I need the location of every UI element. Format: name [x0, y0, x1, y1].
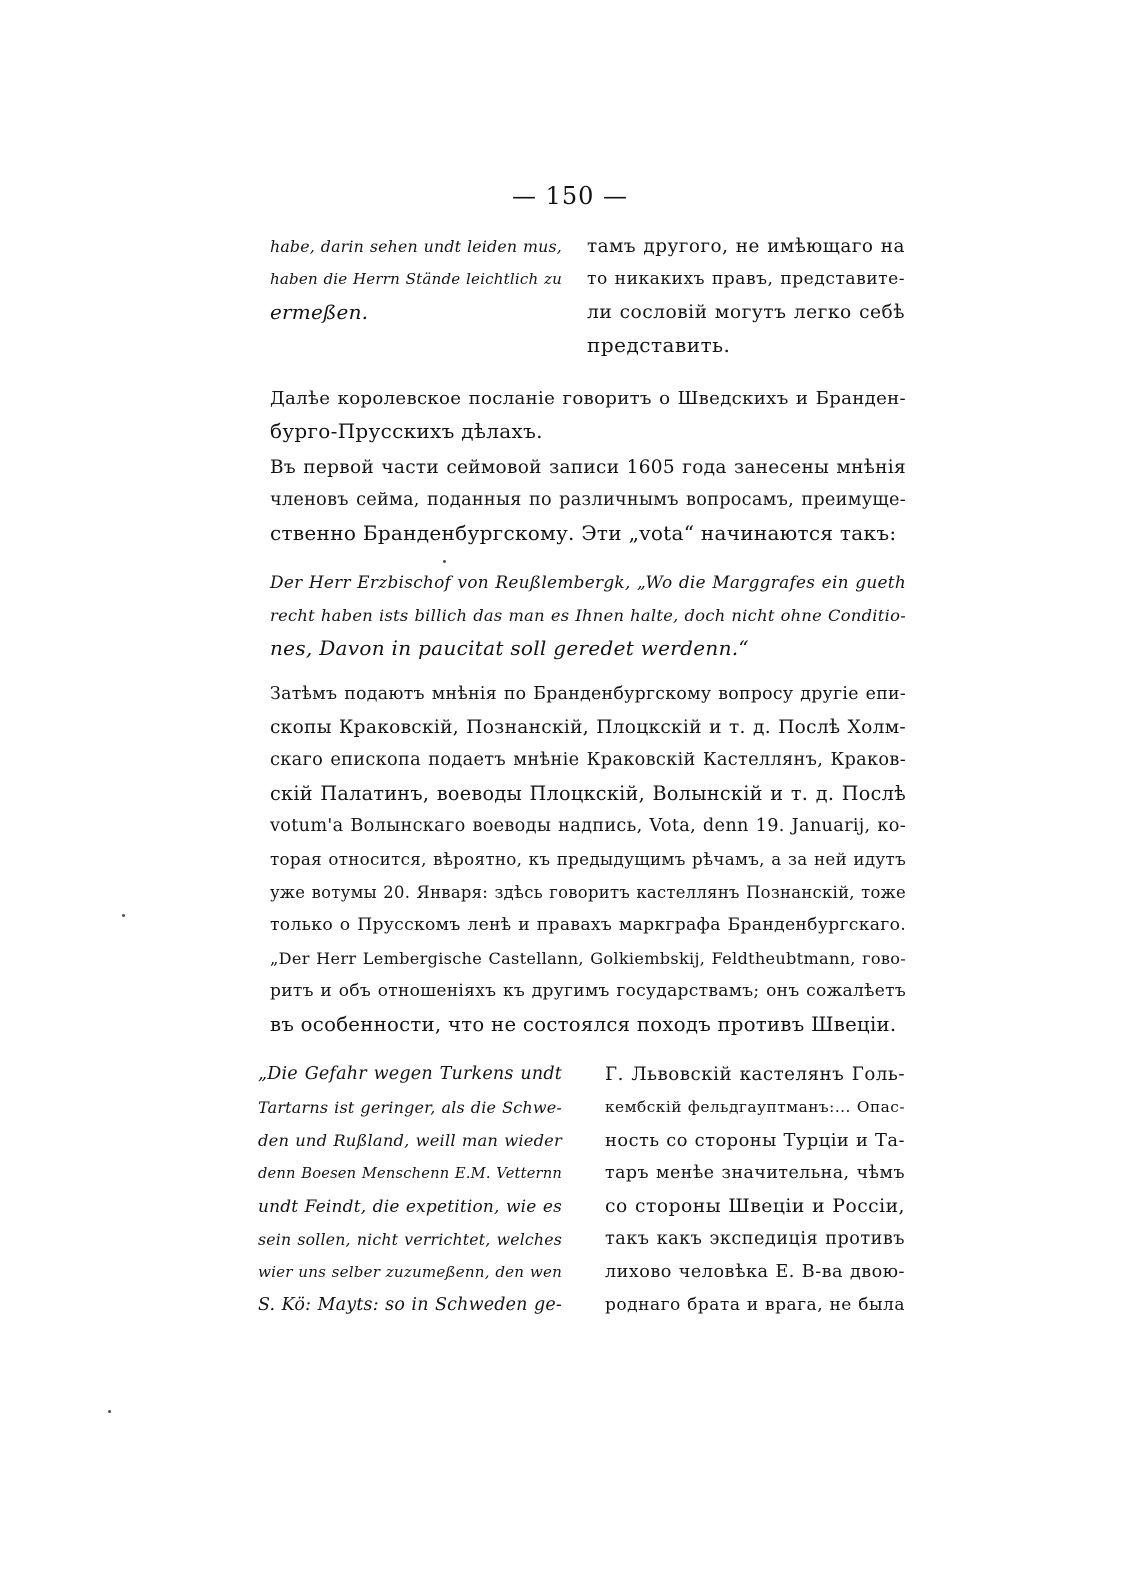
bottom-german-column	[258, 1058, 562, 1322]
scan-speck	[122, 914, 125, 917]
text-line: скопы Краковскій, Познанскій, Плоцкскій и т. д. Послѣ Холм-	[270, 717, 906, 738]
text-line: recht haben ists billich das man es Ihnen halte, doch nicht ohne Conditio-	[270, 606, 906, 625]
paragraph-opinions	[270, 678, 906, 1041]
text-line: ритъ и объ отношеніяхъ къ другимъ государствамъ; онъ сожалѣетъ	[270, 981, 906, 1001]
scan-speck	[443, 560, 446, 563]
text-line: роднаго брата и врага, не была	[605, 1295, 905, 1315]
paragraph-swedish-affairs	[270, 382, 906, 448]
text-line: членовъ сейма, поданныя по различнымъ вопросамъ, преимуще-	[270, 490, 906, 510]
text-line: ственно Бранденбургскому. Эти „vota“ начинаются такъ:	[270, 521, 897, 545]
text-line: votum'а Волынскаго воеводы надпись, Vota, denn 19. Januarij, ко-	[270, 816, 906, 836]
text-line: ность со стороны Турціи и Та-	[605, 1130, 905, 1151]
text-line: Der Herr Erzbischof von Reußlembergk, „Wo die Marggrafes ein gueth	[270, 572, 906, 592]
text-line: „Der Herr Lembergische Castellann, Golkiembskij, Feldtheubtmann, гово-	[270, 949, 906, 968]
text-line: ermeßen.	[270, 300, 369, 324]
top-german-column	[270, 230, 562, 329]
text-line: Tartarns ist geringer, als die Schwe-	[258, 1098, 562, 1117]
text-line: den und Rußland, weill man wieder	[258, 1131, 562, 1150]
text-line: то никакихъ правъ, представите-	[587, 269, 905, 289]
paragraph-sejm-record	[270, 451, 906, 550]
text-line: wier uns selber zuzumeßenn, den wen	[258, 1263, 562, 1281]
text-line: тамъ другого, не имѣющаго на	[587, 236, 905, 257]
bottom-russian-column	[605, 1058, 905, 1322]
text-line: sein sollen, nicht verrichtet, welches	[258, 1230, 562, 1249]
text-line: Далѣе королевское посланіе говоритъ о Шведскихъ и Бранден-	[270, 388, 906, 409]
text-line: S. Kö: Mayts: so in Schweden ge-	[258, 1295, 562, 1315]
text-line: бурго-Прусскихъ дѣлахъ.	[270, 419, 543, 443]
text-line: Затѣмъ подаютъ мнѣнія по Бранденбургскому вопросу другіе епи-	[270, 684, 906, 704]
quote-archbishop	[270, 566, 906, 665]
text-line: Въ первой части сеймовой записи 1605 года занесены мнѣнія	[270, 457, 906, 478]
text-line: denn Boesen Menschenn E.M. Vetternn	[258, 1165, 562, 1182]
text-line: уже вотумы 20. Января: здѣсь говоритъ кастеллянъ Познанскій, тоже	[270, 883, 906, 902]
text-line: „Die Gefahr wegen Turkens undt	[258, 1064, 562, 1084]
text-line: скаго епископа подаетъ мнѣніе Краковскій Кастеллянъ, Краков-	[270, 750, 906, 770]
text-line: въ особенности, что не состоялся походъ противъ Швеціи.	[270, 1013, 897, 1036]
text-line: Г. Львовскій кастелянъ Голь-	[605, 1064, 905, 1085]
text-line: ли сословій могутъ легко себѣ	[587, 302, 905, 323]
top-russian-column	[587, 230, 905, 362]
text-line: кембскій фельдгауптманъ:... Опас-	[605, 1098, 905, 1116]
scan-speck	[108, 1410, 111, 1413]
page-number: — 150 —	[511, 182, 629, 210]
text-line: представить.	[587, 333, 731, 357]
text-line: скій Палатинъ, воеводы Плоцкскій, Волынскій и т. д. Послѣ	[270, 782, 906, 805]
text-line: nes, Davon in paucitat soll geredet werdenn.“	[270, 636, 749, 660]
text-line: только о Прусскомъ ленѣ и правахъ маркграфа Бранденбургскаго.	[270, 915, 906, 935]
text-line: лихово человѣка Е. В-ва двою-	[605, 1262, 905, 1282]
text-line: habe, darin sehen undt leiden mus,	[270, 237, 562, 256]
text-line: со стороны Швеціи и Россіи,	[605, 1196, 905, 1217]
text-line: такъ какъ экспедиція противъ	[605, 1229, 905, 1249]
text-line: undt Feindt, die expetition, wie es	[258, 1196, 562, 1216]
text-line: таръ менѣе значительна, чѣмъ	[605, 1163, 905, 1183]
text-line: haben die Herrn Stände leichtlich zu	[270, 270, 562, 288]
text-line: торая относится, вѣроятно, къ предыдущимъ рѣчамъ, а за ней идутъ	[270, 849, 906, 869]
